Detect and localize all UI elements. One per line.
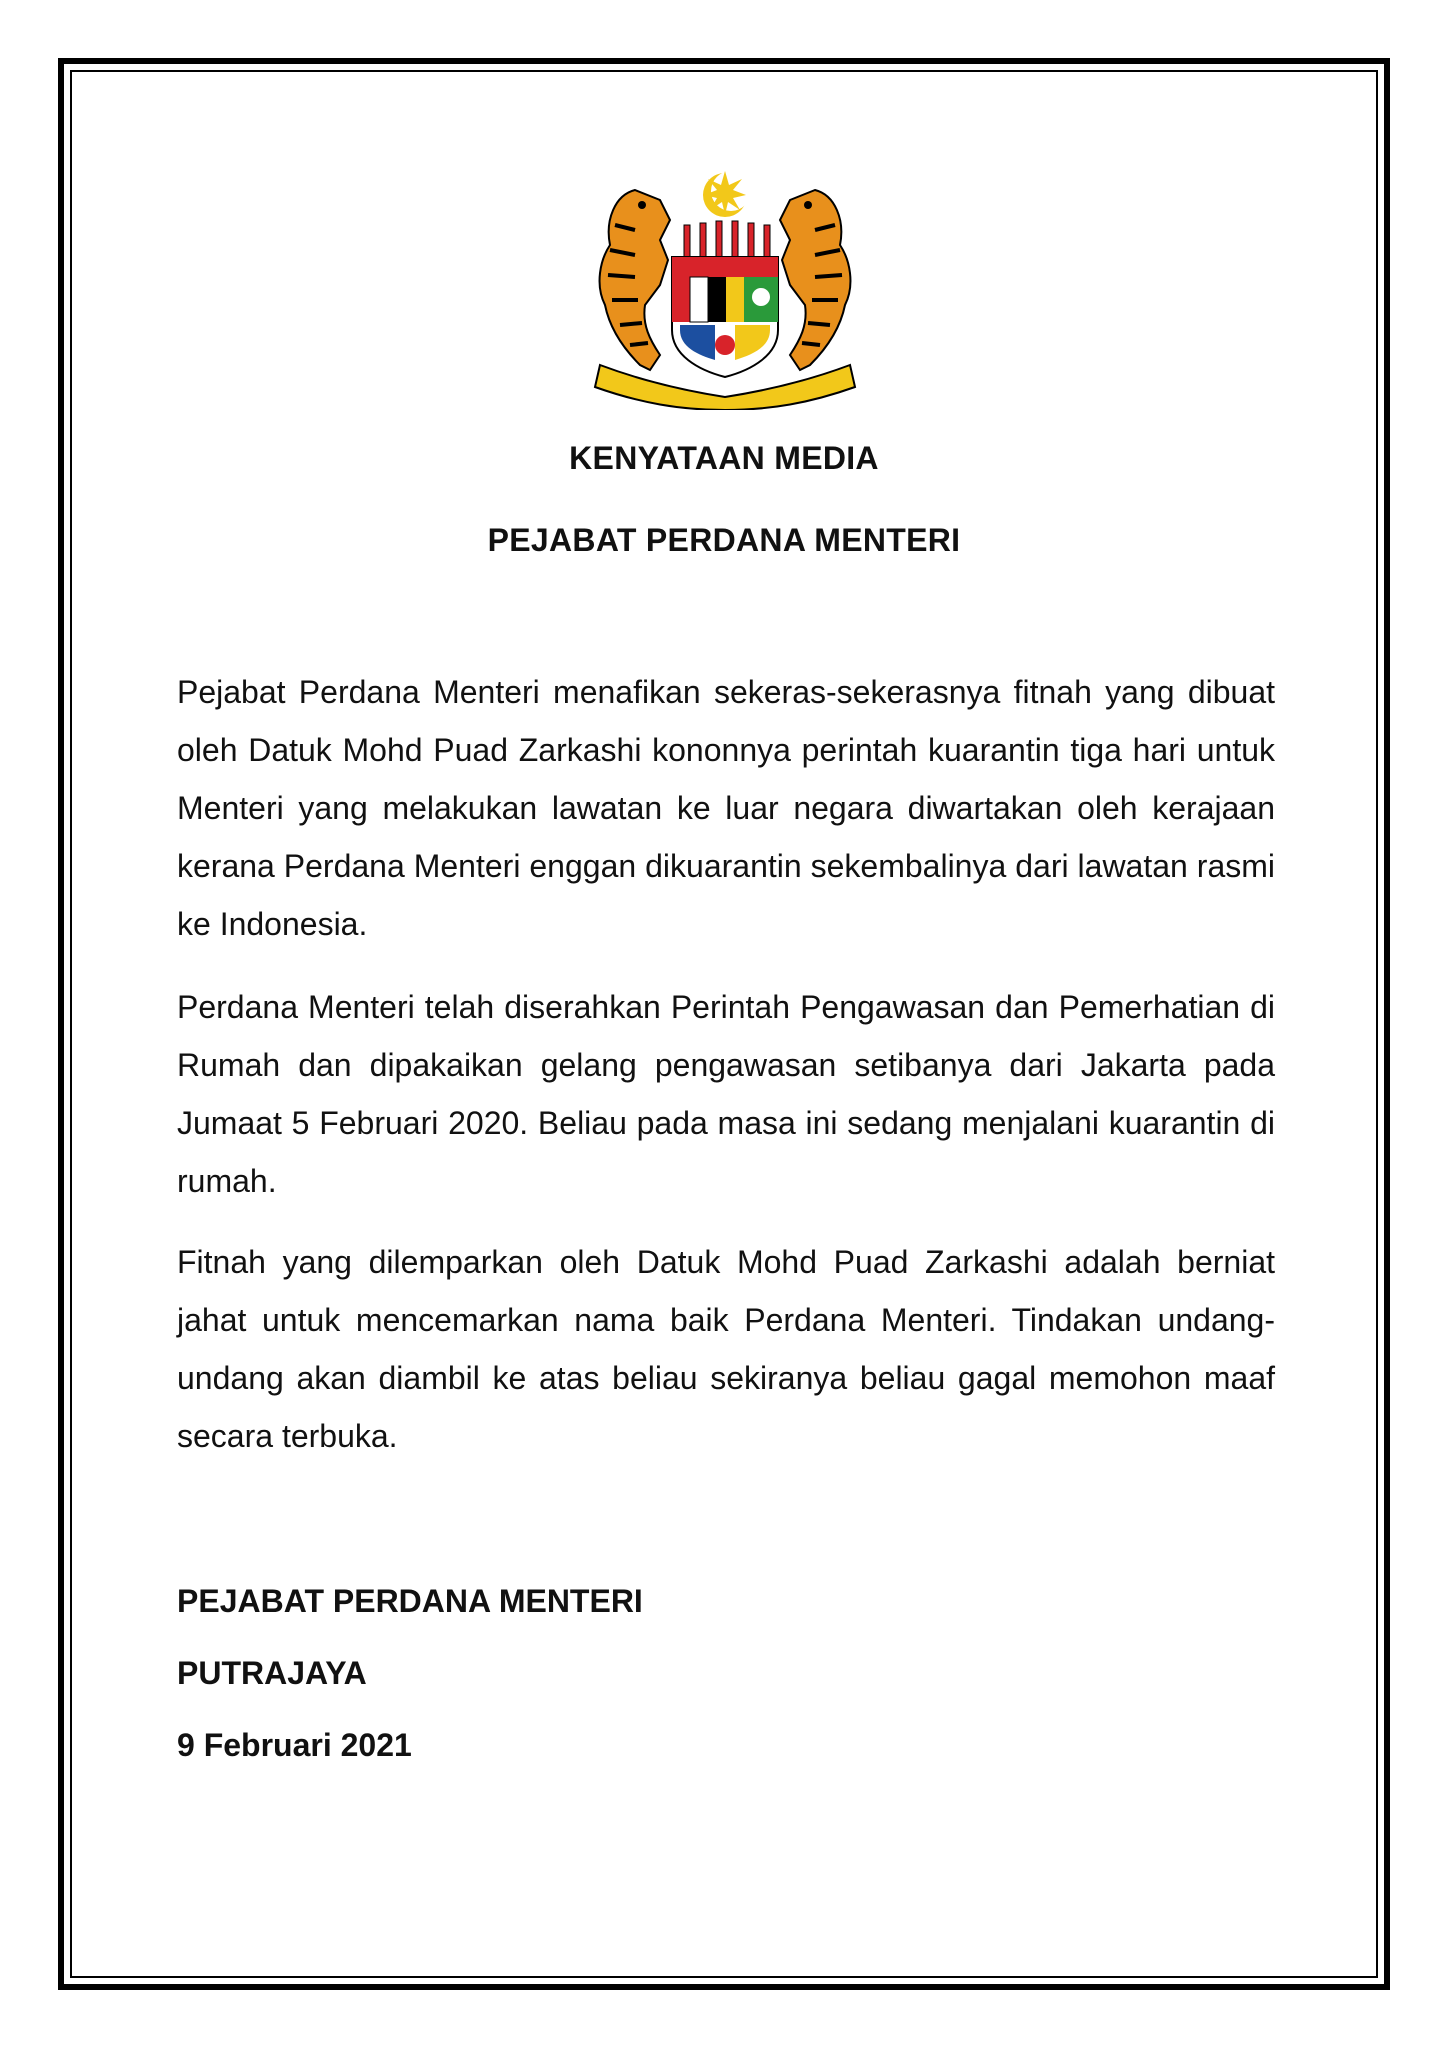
- paragraph-text: Pejabat Perdana Menteri menafikan sekeras-sekerasnya fitnah yang dibuat oleh Datuk Mohd Puad Zarkashi kononnya perintah kuarantin tiga hari untuk Menteri yang melakukan lawatan ke luar negara diwartakan oleh kerajaan kerana Perdana Menteri enggan dikuarantin sekembalinya dari lawatan rasmi ke Indonesia.: [177, 674, 1275, 942]
- kris-icon: [684, 221, 770, 257]
- body-paragraph: [177, 663, 1275, 973]
- body-paragraph: [177, 1233, 1275, 1485]
- paragraph-text: Perdana Menteri telah diserahkan Perintah Pengawasan dan Pemerhatian di Rumah dan dipakaikan gelang pengawasan setibanya dari Jakarta pada Jumaat 5 Februari 2020. Beliau pada masa ini sedang menjalani kuarantin di rumah.: [177, 989, 1275, 1199]
- shield-icon: [672, 257, 778, 377]
- signature-block: [177, 1565, 643, 1781]
- right-tiger-icon: [780, 190, 850, 370]
- signature-date: 9 Februari 2021: [177, 1727, 412, 1763]
- signature-office: PEJABAT PERDANA MENTERI: [177, 1583, 643, 1619]
- signature-location: PUTRAJAYA: [177, 1655, 367, 1691]
- page-title: KENYATAAN MEDIA: [569, 440, 879, 476]
- coat-of-arms-icon: [580, 165, 870, 410]
- crescent-star-icon: [703, 171, 751, 217]
- left-tiger-icon: [600, 190, 670, 370]
- paragraph-text: Fitnah yang dilemparkan oleh Datuk Mohd Puad Zarkashi adalah berniat jahat untuk mencemarkan nama baik Perdana Menteri. Tindakan undang-undang akan diambil ke atas beliau sekiranya beliau gagal memohon maaf secara terbuka.: [177, 1244, 1275, 1454]
- page-subtitle: PEJABAT PERDANA MENTERI: [487, 522, 961, 558]
- body-paragraph: [177, 978, 1275, 1230]
